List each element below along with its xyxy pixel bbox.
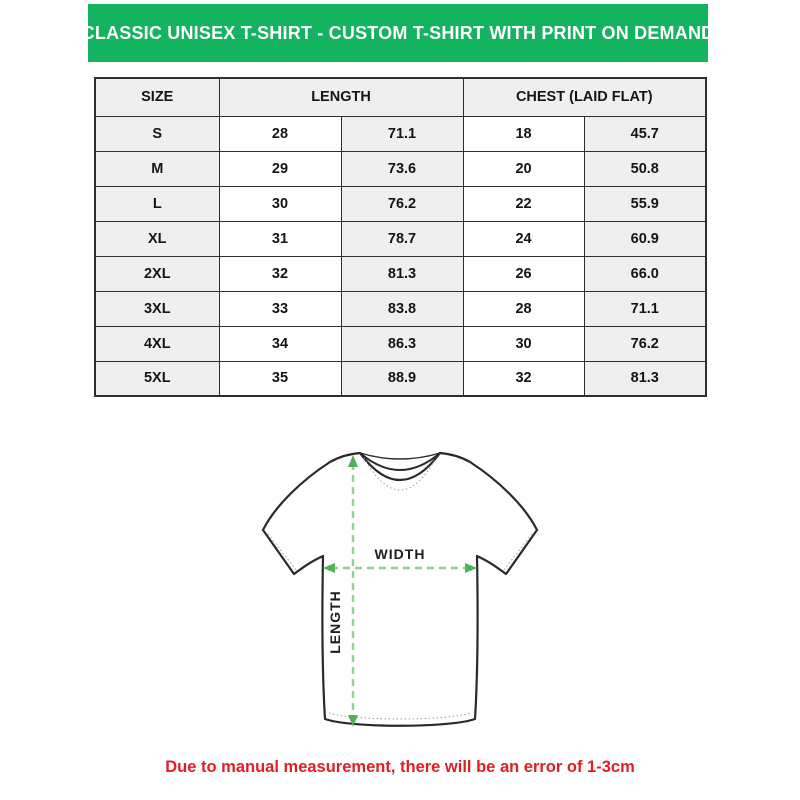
- length-in-cell: 29: [219, 151, 341, 186]
- chest-in-cell: 32: [463, 361, 584, 396]
- measurement-note: Due to manual measurement, there will be an error of 1-3cm: [165, 758, 635, 776]
- chest-in-cell: 20: [463, 151, 584, 186]
- table-row: [95, 151, 706, 186]
- chest-in-cell: 26: [463, 256, 584, 291]
- tshirt-outline: [263, 453, 537, 726]
- length-cm-cell: 83.8: [341, 291, 463, 326]
- tshirt-diagram: [230, 418, 570, 750]
- size-chart: [94, 77, 705, 397]
- length-in-cell: 34: [219, 326, 341, 361]
- table-row: [95, 221, 706, 256]
- chest-cm-cell: 50.8: [584, 151, 706, 186]
- length-cm-cell: 73.6: [341, 151, 463, 186]
- length-in-cell: 32: [219, 256, 341, 291]
- chest-cm-cell: 81.3: [584, 361, 706, 396]
- length-cm-cell: 71.1: [341, 116, 463, 151]
- size-cell: M: [95, 151, 219, 186]
- chest-in-cell: 24: [463, 221, 584, 256]
- header-row: [95, 78, 706, 116]
- table-row: [95, 186, 706, 221]
- chest-column-header: CHEST (LAID FLAT): [463, 78, 706, 116]
- length-column-header: LENGTH: [219, 78, 463, 116]
- collar-top-seam: [360, 453, 440, 459]
- length-cm-cell: 81.3: [341, 256, 463, 291]
- page-title: CLASSIC UNISEX T-SHIRT - CUSTOM T-SHIRT WITH PRINT ON DEMAND: [81, 22, 715, 43]
- size-chart-table: [94, 77, 707, 397]
- chest-cm-cell: 45.7: [584, 116, 706, 151]
- chest-in-cell: 22: [463, 186, 584, 221]
- length-in-cell: 31: [219, 221, 341, 256]
- length-in-cell: 33: [219, 291, 341, 326]
- chest-in-cell: 30: [463, 326, 584, 361]
- table-row: [95, 291, 706, 326]
- length-cm-cell: 76.2: [341, 186, 463, 221]
- length-in-cell: 28: [219, 116, 341, 151]
- table-row: [95, 116, 706, 151]
- length-in-cell: 30: [219, 186, 341, 221]
- length-in-cell: 35: [219, 361, 341, 396]
- size-cell: 2XL: [95, 256, 219, 291]
- width-label: WIDTH: [374, 546, 426, 562]
- length-cm-cell: 88.9: [341, 361, 463, 396]
- title-banner: [81, 4, 715, 62]
- size-cell: 3XL: [95, 291, 219, 326]
- chest-cm-cell: 55.9: [584, 186, 706, 221]
- chest-cm-cell: 66.0: [584, 256, 706, 291]
- length-cm-cell: 78.7: [341, 221, 463, 256]
- size-cell: L: [95, 186, 219, 221]
- table-row: [95, 361, 706, 396]
- chest-in-cell: 18: [463, 116, 584, 151]
- size-cell: 4XL: [95, 326, 219, 361]
- size-column-header: SIZE: [95, 78, 219, 116]
- length-label: LENGTH: [327, 590, 343, 654]
- size-cell: S: [95, 116, 219, 151]
- table-row: [95, 256, 706, 291]
- size-cell: 5XL: [95, 361, 219, 396]
- chest-cm-cell: 71.1: [584, 291, 706, 326]
- length-cm-cell: 86.3: [341, 326, 463, 361]
- chest-in-cell: 28: [463, 291, 584, 326]
- table-row: [95, 326, 706, 361]
- size-cell: XL: [95, 221, 219, 256]
- chest-cm-cell: 76.2: [584, 326, 706, 361]
- chest-cm-cell: 60.9: [584, 221, 706, 256]
